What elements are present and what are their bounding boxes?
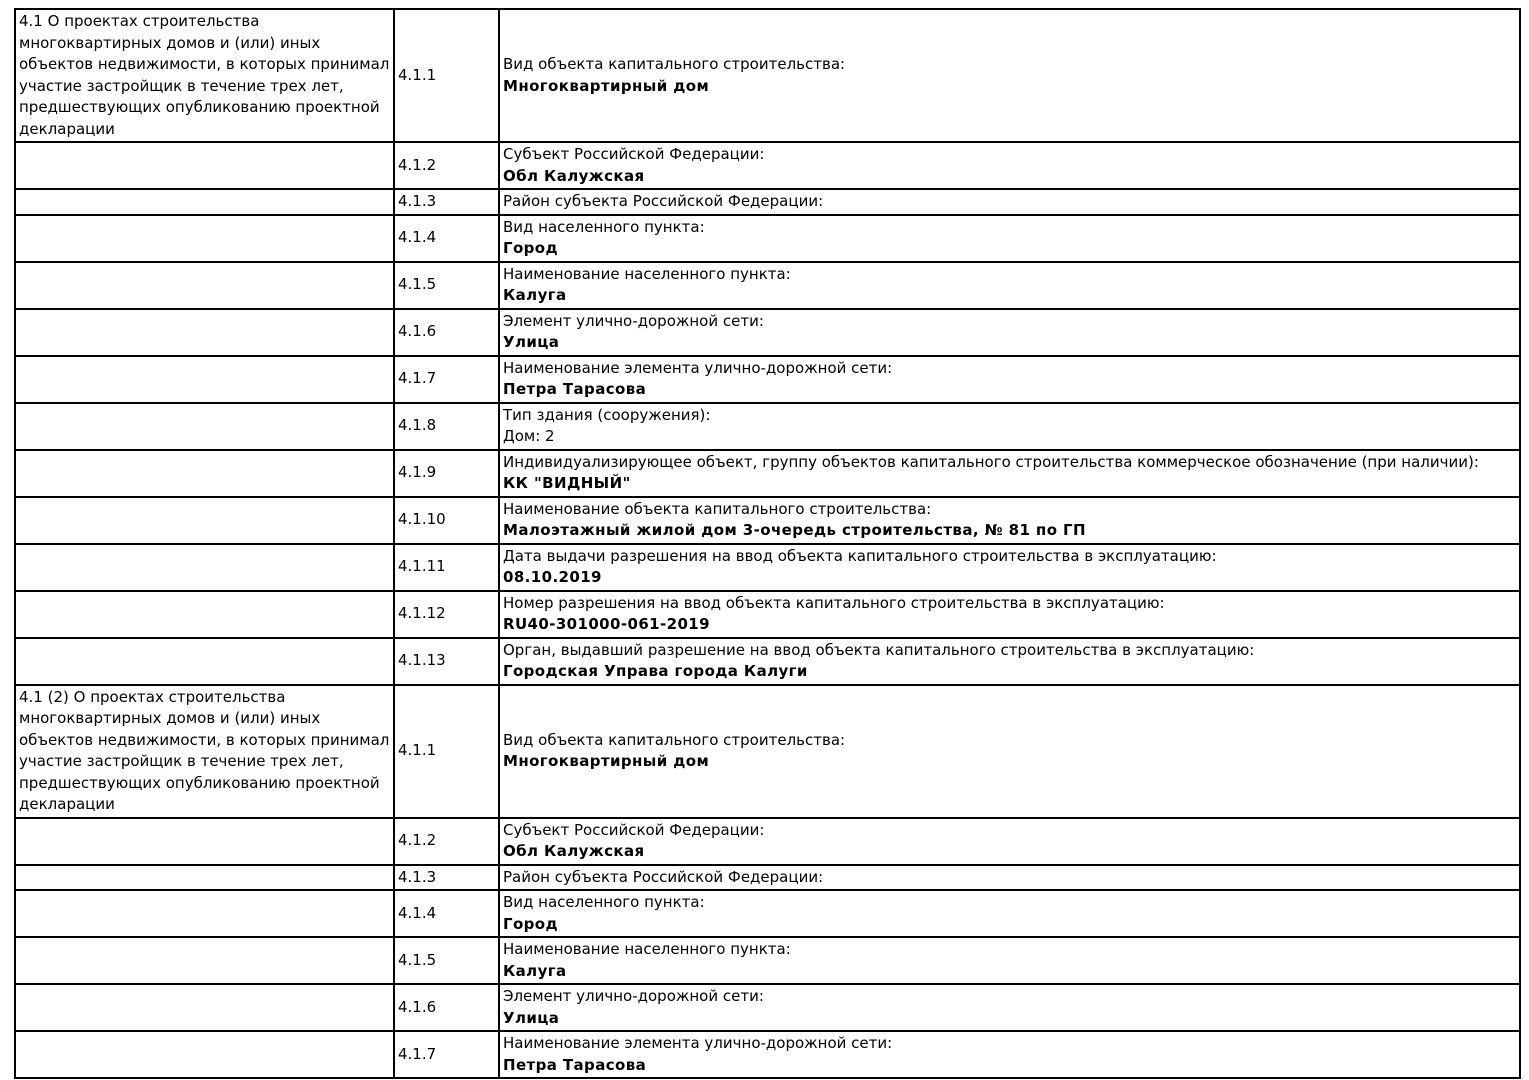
item-label: Вид объекта капитального строительства: [503, 55, 846, 73]
item-value: Город [503, 914, 559, 933]
item-label: Субъект Российской Федерации: [503, 145, 765, 163]
item-value: Многоквартирный дом [503, 752, 710, 770]
section-header-cell [15, 9, 394, 142]
section-empty-cell [15, 450, 394, 497]
table-row [15, 189, 1520, 215]
item-label: Наименование населенного пункта: [503, 264, 791, 283]
item-content-cell [499, 262, 1520, 309]
item-number: 4.1.6 [398, 322, 437, 341]
item-content-cell [499, 818, 1520, 865]
item-label: Индивидуализирующее объект, группу объектов капитального строительства коммерческое обозначение (при наличии): [503, 452, 1479, 471]
item-content-cell [499, 591, 1520, 638]
item-number: 4.1.4 [398, 903, 437, 922]
item-content-cell [499, 9, 1520, 142]
item-number-cell [394, 309, 499, 356]
section-empty-cell [15, 890, 394, 937]
item-label: Дата выдачи разрешения на ввод объекта капитального строительства в эксплуатацию: [503, 546, 1217, 565]
section-empty-cell [15, 591, 394, 638]
item-value: Многоквартирный дом [503, 76, 710, 95]
item-value: Калуга [503, 286, 567, 304]
item-number-cell [394, 262, 499, 309]
table-row [15, 544, 1520, 591]
item-value: Улица [503, 333, 560, 351]
item-label: Вид населенного пункта: [503, 893, 705, 911]
item-content-cell [499, 142, 1520, 189]
document-page [0, 8, 1529, 1080]
item-content-cell [499, 865, 1520, 891]
table-row [15, 356, 1520, 403]
item-value: КК "ВИДНЫЙ" [503, 474, 631, 492]
item-label: Субъект Российской Федерации: [503, 820, 765, 839]
item-label: Номер разрешения на ввод объекта капитального строительства в эксплуатацию: [503, 593, 1165, 612]
project-declaration-table [14, 8, 1521, 1079]
section-empty-cell [15, 1031, 394, 1078]
item-number-cell [394, 450, 499, 497]
section-header-text: 4.1 О проектах строительства многоквартирных домов и (или) иных объектов недвижимости, в которых принимал участие застройщик в течение трех лет, предшествующих опубликованию проектной декларации [19, 12, 390, 138]
item-value: Город [503, 239, 559, 257]
table-row [15, 638, 1520, 685]
section-empty-cell [15, 142, 394, 189]
item-value: Городская Управа города Калуги [503, 662, 808, 680]
table-row [15, 9, 1520, 142]
item-label: Элемент улично-дорожной сети: [503, 311, 764, 330]
item-value: RU40-301000-061-2019 [503, 615, 710, 633]
item-label: Вид населенного пункта: [503, 217, 705, 236]
item-number-cell [394, 215, 499, 262]
item-number: 4.1.7 [398, 369, 437, 388]
table-row [15, 890, 1520, 937]
item-content-cell [499, 215, 1520, 262]
item-number-cell [394, 890, 499, 937]
item-number: 4.1.3 [398, 867, 437, 886]
section-empty-cell [15, 309, 394, 356]
item-content-cell [499, 403, 1520, 450]
item-number-cell [394, 865, 499, 891]
item-number-cell [394, 818, 499, 865]
item-number-cell [394, 685, 499, 818]
item-number: 4.1.11 [398, 557, 446, 576]
item-content-cell [499, 685, 1520, 818]
item-number: 4.1.3 [398, 192, 437, 210]
table-row [15, 818, 1520, 865]
item-number: 4.1.4 [398, 228, 437, 247]
item-number: 4.1.7 [398, 1044, 437, 1063]
item-content-cell [499, 189, 1520, 215]
item-content-cell [499, 984, 1520, 1031]
section-empty-cell [15, 189, 394, 215]
item-number-cell [394, 937, 499, 984]
section-header-text: 4.1 (2) О проектах строительства многоквартирных домов и (или) иных объектов недвижимости, в которых принимал участие застройщик в течение трех лет, предшествующих опубликованию проектной декларации [19, 687, 390, 813]
item-number: 4.1.1 [398, 65, 437, 84]
item-number: 4.1.8 [398, 416, 437, 435]
item-value: Обл Калужская [503, 842, 645, 860]
item-content-cell [499, 450, 1520, 497]
item-content-cell [499, 937, 1520, 984]
table-row [15, 865, 1520, 891]
table-row [15, 309, 1520, 356]
item-label: Наименование элемента улично-дорожной сети: [503, 358, 893, 377]
item-number-cell [394, 403, 499, 450]
item-number-cell [394, 591, 499, 638]
table-row [15, 450, 1520, 497]
item-value: Улица [503, 1008, 560, 1027]
section-empty-cell [15, 984, 394, 1031]
section-empty-cell [15, 356, 394, 403]
item-value: Дом: 2 [503, 427, 555, 445]
item-label: Элемент улично-дорожной сети: [503, 987, 764, 1005]
table-row [15, 142, 1520, 189]
section-empty-cell [15, 638, 394, 685]
section-empty-cell [15, 403, 394, 450]
item-number-cell [394, 544, 499, 591]
item-number-cell [394, 497, 499, 544]
table-row [15, 591, 1520, 638]
item-content-cell [499, 1031, 1520, 1078]
section-empty-cell [15, 497, 394, 544]
item-number: 4.1.13 [398, 651, 446, 670]
item-content-cell [499, 638, 1520, 685]
item-label: Вид объекта капитального строительства: [503, 730, 846, 749]
item-number: 4.1.2 [398, 155, 437, 174]
item-label: Наименование населенного пункта: [503, 940, 791, 958]
section-empty-cell [15, 818, 394, 865]
table-row [15, 403, 1520, 450]
item-content-cell [499, 544, 1520, 591]
section-empty-cell [15, 937, 394, 984]
item-number: 4.1.10 [398, 510, 446, 529]
item-number: 4.1.9 [398, 463, 437, 482]
item-value: Малоэтажный жилой дом 3-очередь строительства, № 81 по ГП [503, 521, 1086, 539]
item-number: 4.1.5 [398, 275, 437, 294]
table-row [15, 497, 1520, 544]
table-row [15, 262, 1520, 309]
item-content-cell [499, 497, 1520, 544]
item-content-cell [499, 309, 1520, 356]
item-number: 4.1.12 [398, 604, 446, 623]
item-number-cell [394, 356, 499, 403]
section-empty-cell [15, 544, 394, 591]
item-number-cell [394, 189, 499, 215]
item-label: Тип здания (сооружения): [503, 405, 711, 424]
item-number: 4.1.5 [398, 950, 437, 969]
item-number-cell [394, 1031, 499, 1078]
table-row [15, 984, 1520, 1031]
item-label: Орган, выдавший разрешение на ввод объекта капитального строительства в эксплуатацию: [503, 640, 1255, 659]
item-value: Петра Тарасова [503, 1055, 647, 1074]
item-label: Район субъекта Российской Федерации: [503, 192, 824, 210]
section-empty-cell [15, 865, 394, 891]
table-row [15, 937, 1520, 984]
item-label: Наименование элемента улично-дорожной сети: [503, 1034, 893, 1052]
item-value: Обл Калужская [503, 166, 645, 185]
item-content-cell [499, 356, 1520, 403]
section-empty-cell [15, 262, 394, 309]
item-label: Район субъекта Российской Федерации: [503, 867, 824, 886]
item-value: 08.10.2019 [503, 568, 602, 586]
item-number-cell [394, 984, 499, 1031]
item-number-cell [394, 9, 499, 142]
item-number: 4.1.1 [398, 741, 437, 760]
table-row [15, 1031, 1520, 1078]
item-value: Калуга [503, 961, 567, 980]
item-number-cell [394, 638, 499, 685]
table-row [15, 685, 1520, 818]
item-value: Петра Тарасова [503, 380, 647, 398]
section-header-cell [15, 685, 394, 818]
item-number-cell [394, 142, 499, 189]
table-row [15, 215, 1520, 262]
item-content-cell [499, 890, 1520, 937]
table-body [15, 9, 1520, 1078]
section-empty-cell [15, 215, 394, 262]
item-number: 4.1.2 [398, 831, 437, 850]
item-number: 4.1.6 [398, 997, 437, 1016]
item-label: Наименование объекта капитального строительства: [503, 499, 932, 518]
